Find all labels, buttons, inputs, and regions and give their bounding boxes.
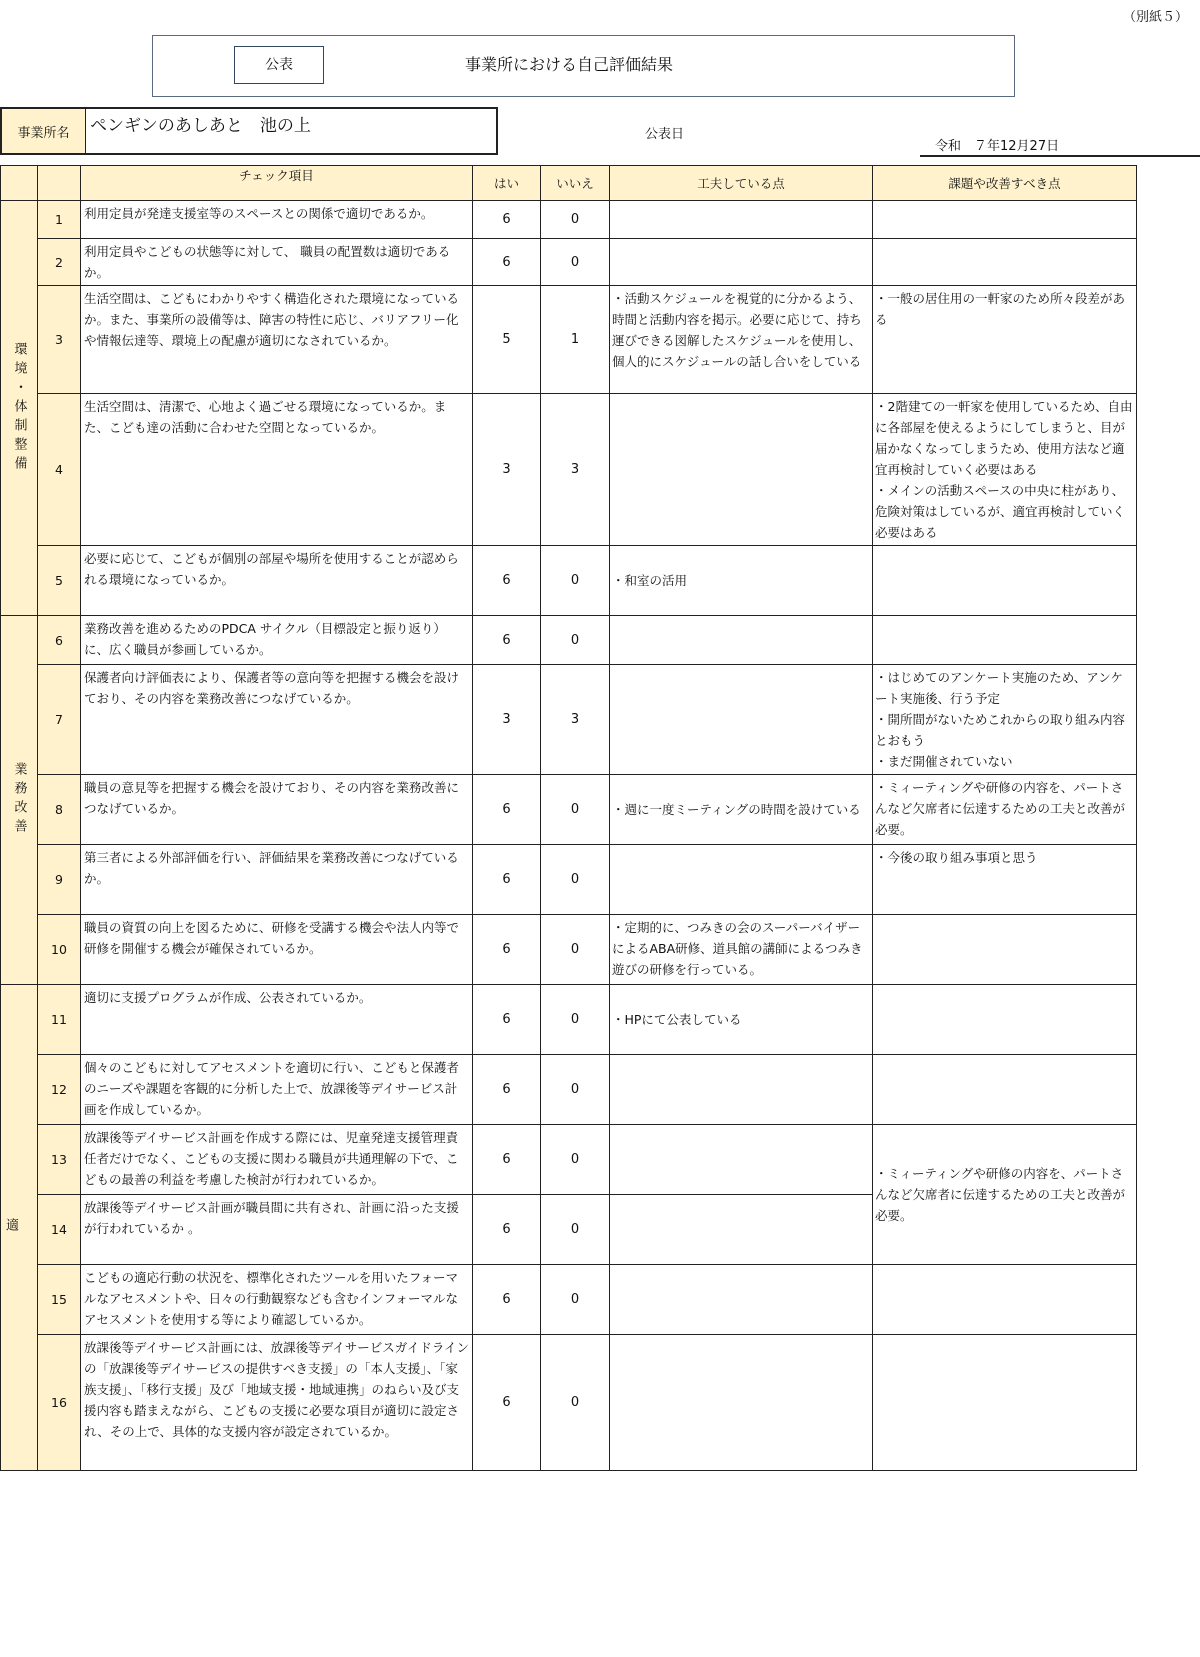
row-number: 7	[38, 665, 81, 775]
good-points-text	[610, 1195, 873, 1265]
check-item-text: 適切に支援プログラムが作成、公表されているか。	[81, 985, 473, 1055]
table-header	[1, 166, 1200, 201]
no-count: 0	[541, 616, 610, 665]
good-points-text	[610, 1055, 873, 1125]
section-label: 環境・体制整備	[1, 201, 38, 616]
row-number: 2	[38, 239, 81, 286]
table-row	[1, 985, 1200, 1055]
header-issues: 課題や改善すべき点	[873, 166, 1137, 201]
section-label: 業務改善	[1, 616, 38, 985]
issues-text	[873, 1335, 1137, 1471]
no-count: 0	[541, 845, 610, 915]
header-blank	[38, 166, 81, 201]
no-count: 0	[541, 201, 610, 239]
check-item-text: 放課後等デイサービス計画を作成する際には、児童発達支援管理責任者だけでなく、こどもの支援に関わる職員が共通理解の下で、こどもの最善の利益を考慮した検討が行われているか。	[81, 1125, 473, 1195]
yes-count: 6	[473, 1055, 541, 1125]
header-blank	[1, 166, 38, 201]
row-number: 11	[38, 985, 81, 1055]
row-number: 8	[38, 775, 81, 845]
good-points-text	[610, 394, 873, 546]
page-title: 事業所における自己評価結果	[465, 55, 674, 74]
check-item-text: 放課後等デイサービス計画には、放課後等デイサービスガイドラインの「放課後等デイサービスの提供すべき支援」の「本人支援」、「家族支援」、「移行支援」及び「地域支援・地域連携」のねらい及び支援内容も踏まえながら、こどもの支援に必要な項目が適切に設定され、その上で、具体的な支援内容が設定されているか。	[81, 1335, 473, 1471]
row-number: 14	[38, 1195, 81, 1265]
divider	[920, 155, 1200, 157]
yes-count: 6	[473, 1195, 541, 1265]
issues-text: ・2階建ての一軒家を使用しているため、自由に各部屋を使えるようにしてしまうと、目が届かなくなってしまうため、使用方法など適宜再検討していく必要はある ・メインの活動スペースの中央に柱があり、危険対策はしているが、適宜再検討していく必要はある	[873, 394, 1137, 546]
good-points-text: ・定期的に、つみきの会のスーパーバイザーによるABA研修、道具館の講師によるつみき遊びの研修を行っている。	[610, 915, 873, 985]
issues-text	[873, 1055, 1137, 1125]
yes-count: 6	[473, 775, 541, 845]
annex-label: （別紙５）	[1122, 10, 1188, 25]
issues-text	[873, 616, 1137, 665]
issues-text: ・ミィーティングや研修の内容を、パートさんなど欠席者に伝達するための工夫と改善が必要。	[873, 1125, 1137, 1265]
office-name-box	[0, 107, 498, 155]
no-count: 0	[541, 775, 610, 845]
check-item-text: こどもの適応行動の状況を、標準化されたツールを用いたフォーマルなアセスメントや、日々の行動観察なども含むインフォーマルなアセスメントを使用する等により確認しているか。	[81, 1265, 473, 1335]
no-count: 0	[541, 546, 610, 616]
issues-text	[873, 546, 1137, 616]
row-number: 10	[38, 915, 81, 985]
check-item-text: 放課後等デイサービス計画が職員間に共有され、計画に沿った支援が行われているか 。	[81, 1195, 473, 1265]
issues-text	[873, 985, 1137, 1055]
check-item-text: 職員の資質の向上を図るために、研修を受講する機会や法人内等で研修を開催する機会が確保されているか。	[81, 915, 473, 985]
yes-count: 6	[473, 1125, 541, 1195]
check-item-text: 第三者による外部評価を行い、評価結果を業務改善につなげているか。	[81, 845, 473, 915]
row-number: 9	[38, 845, 81, 915]
yes-count: 5	[473, 286, 541, 394]
issues-text: ・はじめてのアンケート実施のため、アンケート実施後、行う予定 ・開所間がないためこれからの取り組み内容とおもう ・まだ開催されていない	[873, 665, 1137, 775]
public-badge: 公表	[234, 46, 324, 84]
good-points-text	[610, 1265, 873, 1335]
good-points-text	[610, 616, 873, 665]
table-row	[1, 665, 1200, 775]
office-name-label: 事業所名	[2, 109, 86, 153]
office-name-value: ペンギンのあしあと 池の上	[90, 116, 311, 136]
check-item-text: 業務改善を進めるためのPDCA サイクル（目標設定と振り返り）に、広く職員が参画しているか。	[81, 616, 473, 665]
good-points-text: ・活動スケジュールを視覚的に分かるよう、時間と活動内容を掲示。必要に応じて、持ち運びできる図解したスケジュールを使用し、個人的にスケジュールの話し合いをしている	[610, 286, 873, 394]
row-number: 15	[38, 1265, 81, 1335]
table-row	[1, 616, 1200, 665]
check-item-text: 職員の意見等を把握する機会を設けており、その内容を業務改善につなげているか。	[81, 775, 473, 845]
check-item-text: 生活空間は、清潔で、心地よく過ごせる環境になっているか。また、こども達の活動に合わせた空間となっているか。	[81, 394, 473, 546]
issues-text	[873, 1265, 1137, 1335]
no-count: 0	[541, 1055, 610, 1125]
publish-date-label: 公表日	[645, 127, 685, 142]
check-item-text: 利用定員が発達支援室等のスペースとの関係で適切であるか。	[81, 201, 473, 239]
no-count: 0	[541, 915, 610, 985]
row-number: 4	[38, 394, 81, 546]
spacer	[1137, 166, 1200, 201]
no-count: 0	[541, 1265, 610, 1335]
row-number: 12	[38, 1055, 81, 1125]
table-row	[1, 775, 1200, 845]
issues-text: ・ミィーティングや研修の内容を、パートさんなど欠席者に伝達するための工夫と改善が必要。	[873, 775, 1137, 845]
publish-date: 令和 ７年12月27日	[935, 139, 1060, 154]
good-points-text	[610, 665, 873, 775]
good-points-text	[610, 1335, 873, 1471]
table-row	[1, 1335, 1200, 1471]
check-item-text: 利用定員やこどもの状態等に対して、 職員の配置数は適切であるか。	[81, 239, 473, 286]
issues-text: ・今後の取り組み事項と思う	[873, 845, 1137, 915]
good-points-text	[610, 1125, 873, 1195]
yes-count: 6	[473, 616, 541, 665]
no-count: 3	[541, 394, 610, 546]
issues-text	[873, 239, 1137, 286]
yes-count: 6	[473, 201, 541, 239]
table-row	[1, 845, 1200, 915]
no-count: 0	[541, 1195, 610, 1265]
no-count: 0	[541, 985, 610, 1055]
row-number: 16	[38, 1335, 81, 1471]
no-count: 0	[541, 1335, 610, 1471]
yes-count: 6	[473, 845, 541, 915]
check-item-text: 個々のこどもに対してアセスメントを適切に行い、こどもと保護者のニーズや課題を客観的に分析した上で、放課後等デイサービス計画を作成しているか。	[81, 1055, 473, 1125]
evaluation-table	[0, 165, 1200, 1471]
issues-text	[873, 915, 1137, 985]
header-no: いいえ	[541, 166, 610, 201]
check-item-text: 生活空間は、こどもにわかりやすく構造化された環境になっているか。また、事業所の設備等は、障害の特性に応じ、バリアフリー化や情報伝達等、環境上の配慮が適切になされているか。	[81, 286, 473, 394]
table-row	[1, 394, 1200, 546]
yes-count: 3	[473, 394, 541, 546]
table-row	[1, 915, 1200, 985]
yes-count: 3	[473, 665, 541, 775]
no-count: 0	[541, 239, 610, 286]
table-row	[1, 1265, 1200, 1335]
no-count: 0	[541, 1125, 610, 1195]
table-row	[1, 201, 1200, 239]
yes-count: 6	[473, 915, 541, 985]
no-count: 1	[541, 286, 610, 394]
good-points-text	[610, 845, 873, 915]
table-row	[1, 286, 1200, 394]
header-good-points: 工夫している点	[610, 166, 873, 201]
good-points-text: ・週に一度ミーティングの時間を設けている	[610, 775, 873, 845]
row-number: 6	[38, 616, 81, 665]
check-item-text: 必要に応じて、こどもが個別の部屋や場所を使用することが認められる環境になっているか。	[81, 546, 473, 616]
yes-count: 6	[473, 1265, 541, 1335]
table-row	[1, 1125, 1200, 1195]
section-label: 適	[1, 985, 38, 1471]
yes-count: 6	[473, 239, 541, 286]
yes-count: 6	[473, 1335, 541, 1471]
good-points-text	[610, 201, 873, 239]
header-check-item: チェック項目	[81, 166, 473, 201]
row-number: 13	[38, 1125, 81, 1195]
good-points-text: ・HPにて公表している	[610, 985, 873, 1055]
check-item-text: 保護者向け評価表により、保護者等の意向等を把握する機会を設けており、その内容を業務改善につなげているか。	[81, 665, 473, 775]
table-row	[1, 1055, 1200, 1125]
row-number: 5	[38, 546, 81, 616]
header-yes: はい	[473, 166, 541, 201]
good-points-text: ・和室の活用	[610, 546, 873, 616]
good-points-text	[610, 239, 873, 286]
row-number: 3	[38, 286, 81, 394]
issues-text	[873, 201, 1137, 239]
row-number: 1	[38, 201, 81, 239]
no-count: 3	[541, 665, 610, 775]
table-row	[1, 239, 1200, 286]
yes-count: 6	[473, 546, 541, 616]
table-row	[1, 546, 1200, 616]
yes-count: 6	[473, 985, 541, 1055]
issues-text: ・一般の居住用の一軒家のため所々段差がある	[873, 286, 1137, 394]
